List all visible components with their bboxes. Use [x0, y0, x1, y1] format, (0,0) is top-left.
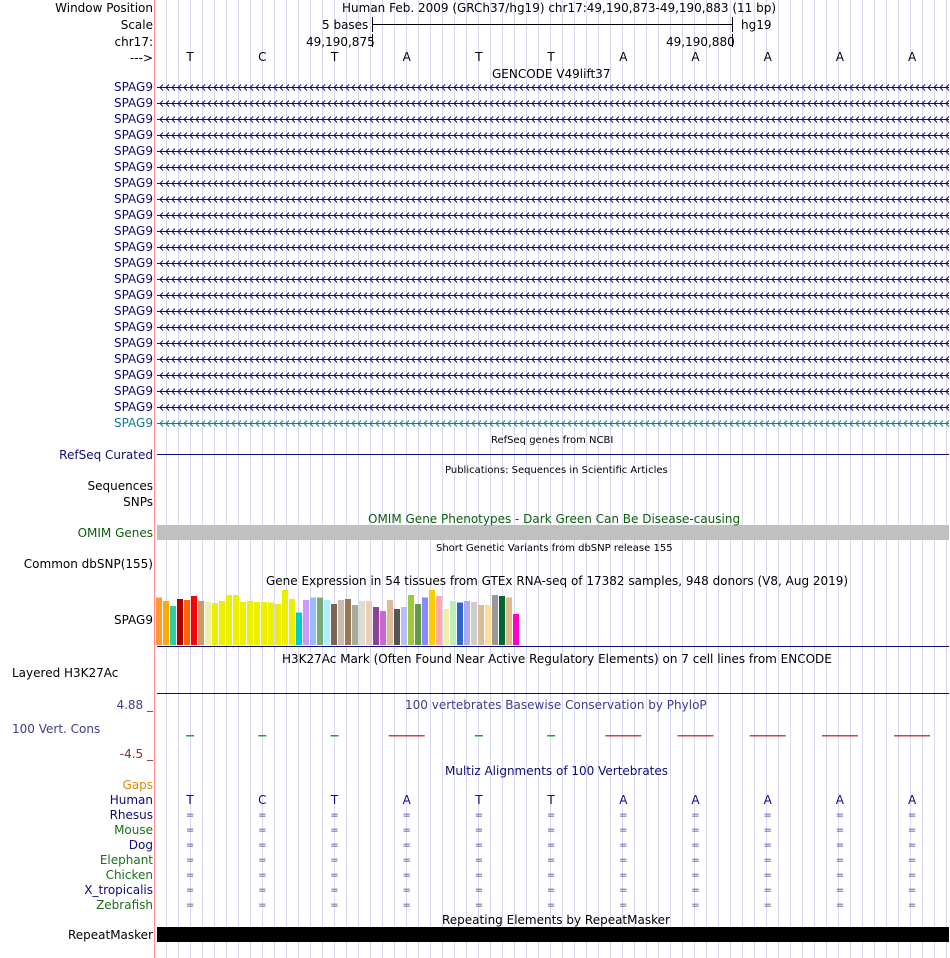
assembly-title: Human Feb. 2009 (GRCh37/hg19) chr17:49,190,873-49,190,883 (11 bp) — [342, 1, 777, 15]
multiz-aligned-base: = — [546, 885, 556, 896]
multiz-aligned-base: = — [185, 885, 195, 896]
multiz-human-base: A — [402, 793, 411, 807]
gencode-gene-label[interactable]: SPAG9 — [113, 400, 153, 414]
gencode-gene-label[interactable]: SPAG9 — [113, 160, 153, 174]
coord-right: 49,190,880 — [666, 35, 735, 49]
multiz-aligned-base: = — [330, 810, 339, 821]
multiz-aligned-base: = — [907, 825, 917, 836]
multiz-aligned-base: = — [546, 870, 556, 881]
multiz-aligned-base: = — [546, 810, 556, 821]
multiz-species-label[interactable]: Rhesus — [109, 808, 153, 822]
multiz-aligned-base: = — [402, 870, 411, 881]
gtex-tissue-bar — [457, 603, 463, 646]
phylop-score-bar — [605, 735, 641, 737]
gencode-gene-label[interactable]: SPAG9 — [113, 176, 153, 190]
multiz-aligned-base: = — [330, 855, 339, 866]
phylop-score-bar — [258, 735, 266, 737]
gtex-tissue-bar — [478, 605, 484, 645]
gtex-tissue-bar — [394, 609, 400, 645]
gtex-tissue-bar — [373, 607, 379, 645]
multiz-aligned-base: = — [185, 825, 195, 836]
repeatmasker-track-title: Repeating Elements by RepeatMasker — [442, 913, 670, 927]
gtex-tissue-bar — [324, 600, 330, 645]
multiz-aligned-base: = — [474, 885, 484, 896]
multiz-aligned-base: = — [763, 870, 772, 881]
phylop-score-bar — [750, 735, 786, 737]
multiz-aligned-base: = — [835, 855, 845, 866]
gtex-tissue-bar — [233, 595, 239, 645]
gtex-tissue-bar — [450, 601, 456, 645]
gencode-gene-label[interactable]: SPAG9 — [113, 96, 153, 110]
gtex-tissue-bar — [289, 599, 295, 645]
gencode-gene-label[interactable]: SPAG9 — [113, 384, 153, 398]
gtex-tissue-bar — [156, 598, 162, 646]
multiz-species-label[interactable]: Human — [109, 793, 153, 807]
multiz-aligned-base: = — [402, 825, 411, 836]
gtex-tissue-bar — [513, 614, 519, 645]
multiz-aligned-base: = — [474, 855, 484, 866]
gencode-gene-label[interactable]: SPAG9 — [113, 192, 153, 206]
gencode-gene-label[interactable]: SPAG9 — [113, 112, 153, 126]
multiz-aligned-base: = — [835, 900, 845, 911]
multiz-aligned-base: = — [835, 885, 845, 896]
scale-db: hg19 — [741, 18, 772, 32]
gtex-tissue-bar — [296, 613, 302, 646]
gtex-tissue-bar — [205, 602, 211, 645]
multiz-aligned-base: = — [474, 900, 484, 911]
sequence-base: T — [475, 50, 483, 64]
gtex-tissue-bar — [359, 601, 365, 645]
multiz-aligned-base: = — [907, 885, 917, 896]
multiz-aligned-base: = — [402, 885, 411, 896]
gtex-tissue-bar — [198, 601, 204, 645]
multiz-aligned-base: = — [258, 810, 267, 821]
gtex-tissue-bar — [254, 602, 260, 645]
gtex-tissue-bar — [310, 598, 316, 646]
phylop-score-bar — [822, 735, 858, 737]
multiz-human-base: A — [835, 793, 844, 807]
gencode-gene-label[interactable]: SPAG9 — [113, 336, 153, 350]
gtex-tissue-bar — [464, 601, 470, 645]
multiz-aligned-base: = — [691, 855, 700, 866]
gtex-tissue-bar — [485, 605, 491, 645]
multiz-aligned-base: = — [258, 900, 267, 911]
gtex-tissue-bar — [499, 596, 505, 645]
multiz-aligned-base: = — [258, 885, 267, 896]
gtex-tissue-bar — [191, 596, 197, 645]
phylop-score-bar — [331, 735, 339, 737]
multiz-aligned-base: = — [763, 855, 772, 866]
phylop-score-bar — [678, 735, 714, 737]
gtex-tissue-bar — [338, 600, 344, 645]
window-position-label: Window Position — [55, 1, 153, 15]
sequence-base: A — [402, 50, 411, 64]
strand-label: ---> — [129, 51, 153, 65]
multiz-aligned-base: = — [763, 810, 772, 821]
gencode-gene-label[interactable]: SPAG9 — [113, 144, 153, 158]
multiz-human-base: T — [330, 793, 339, 807]
multiz-aligned-base: = — [258, 855, 267, 866]
multiz-aligned-base: = — [763, 825, 772, 836]
multiz-track-title: Multiz Alignments of 100 Vertebrates — [445, 764, 669, 778]
multiz-aligned-base: = — [619, 810, 628, 821]
phylop-label[interactable]: 100 Vert. Cons — [12, 722, 101, 736]
publications-track-title: Publications: Sequences in Scientific Articles — [445, 465, 668, 476]
multiz-species-label[interactable]: Zebrafish — [96, 898, 153, 912]
multiz-aligned-base: = — [330, 870, 339, 881]
phylop-score-bar — [894, 735, 930, 737]
multiz-aligned-base: = — [474, 840, 484, 851]
multiz-human-base: T — [186, 793, 194, 807]
multiz-aligned-base: = — [763, 885, 772, 896]
gtex-tissue-bar — [282, 590, 288, 645]
gencode-gene-label[interactable]: SPAG9 — [113, 304, 153, 318]
phylop-score-bar — [475, 735, 483, 737]
gtex-tissue-bar — [184, 600, 190, 645]
multiz-species-label[interactable]: Dog — [128, 838, 153, 852]
dbsnp-label[interactable]: Common dbSNP(155) — [23, 557, 153, 571]
gtex-tissue-bar — [331, 604, 337, 645]
gencode-gene-label[interactable]: SPAG9 — [113, 368, 153, 382]
multiz-aligned-base: = — [619, 825, 628, 836]
multiz-gaps-label: Gaps — [122, 778, 153, 792]
coord-left: 49,190,875 — [306, 35, 375, 49]
multiz-human-base: T — [547, 793, 555, 807]
gencode-gene-label[interactable]: SPAG9 — [113, 224, 153, 238]
omim-label[interactable]: OMIM Genes — [77, 526, 153, 540]
gtex-tissue-bar — [268, 603, 274, 646]
gtex-tissue-bar — [226, 595, 232, 645]
multiz-aligned-base: = — [691, 840, 700, 851]
gtex-tissue-bar — [352, 605, 358, 645]
multiz-aligned-base: = — [474, 870, 484, 881]
multiz-aligned-base: = — [619, 885, 628, 896]
gtex-tissue-bar — [317, 598, 323, 646]
multiz-aligned-base: = — [185, 840, 195, 851]
multiz-aligned-base: = — [907, 870, 917, 881]
multiz-aligned-base: = — [619, 870, 628, 881]
multiz-human-base: T — [475, 793, 483, 807]
gtex-track-title: Gene Expression in 54 tissues from GTEx RNA-seq of 17382 samples, 948 donors (V8, Aug 2019) — [266, 574, 849, 588]
chrom-label: chr17: — [114, 35, 153, 49]
gencode-gene-label[interactable]: SPAG9 — [113, 240, 153, 254]
multiz-aligned-base: = — [619, 855, 628, 866]
gtex-tissue-bar — [163, 601, 169, 645]
gencode-gene-label[interactable]: SPAG9 — [113, 320, 153, 334]
scale-label: Scale — [120, 18, 153, 32]
multiz-aligned-base: = — [185, 900, 195, 911]
multiz-aligned-base: = — [907, 840, 917, 851]
multiz-aligned-base: = — [546, 855, 556, 866]
phylop-score-bar — [186, 735, 194, 737]
gtex-tissue-bar — [240, 602, 246, 645]
gencode-track-title: GENCODE V49lift37 — [492, 67, 611, 81]
gtex-tissue-bar — [177, 599, 183, 645]
multiz-aligned-base: = — [185, 855, 195, 866]
multiz-aligned-base: = — [402, 855, 411, 866]
multiz-aligned-base: = — [619, 900, 628, 911]
multiz-aligned-base: = — [474, 825, 484, 836]
h3k27ac-label[interactable]: Layered H3K27Ac — [12, 666, 119, 680]
multiz-human-base: A — [691, 793, 700, 807]
omim-track-title: OMIM Gene Phenotypes - Dark Green Can Be Disease-causing — [368, 512, 741, 526]
sequence-base: A — [907, 50, 917, 64]
multiz-aligned-base: = — [691, 810, 700, 821]
multiz-aligned-base: = — [907, 900, 917, 911]
multiz-aligned-base: = — [330, 885, 339, 896]
phylop-track-title: 100 vertebrates Basewise Conservation by PhyloP — [405, 698, 707, 712]
multiz-aligned-base: = — [907, 810, 917, 821]
phylop-max: 4.88 _ — [116, 698, 153, 712]
gtex-tissue-bar — [380, 611, 386, 645]
multiz-aligned-base: = — [185, 870, 195, 881]
multiz-aligned-base: = — [907, 855, 917, 866]
gtex-tissue-bar — [415, 604, 421, 645]
multiz-species-label[interactable]: Chicken — [105, 868, 153, 882]
sequence-base: A — [763, 50, 772, 64]
gtex-tissue-bar — [261, 602, 267, 645]
multiz-human-base: C — [258, 793, 267, 807]
sequence-base: T — [186, 50, 194, 64]
multiz-human-base: A — [907, 793, 917, 807]
multiz-aligned-base: = — [330, 900, 339, 911]
scale-text: 5 bases — [322, 18, 369, 32]
multiz-aligned-base: = — [546, 840, 556, 851]
multiz-aligned-base: = — [402, 840, 411, 851]
phylop-score-bar — [389, 735, 425, 737]
gencode-gene-label[interactable]: SPAG9 — [113, 80, 153, 94]
multiz-species-label[interactable]: Mouse — [114, 823, 153, 837]
multiz-aligned-base: = — [402, 810, 411, 821]
repeatmasker-feature-bar — [157, 927, 949, 942]
gencode-gene-label[interactable]: SPAG9 — [113, 352, 153, 366]
sequence-base: T — [547, 50, 555, 64]
gencode-gene-label[interactable]: SPAG9 — [113, 208, 153, 222]
multiz-aligned-base: = — [835, 810, 845, 821]
refseq-track-title: RefSeq genes from NCBI — [491, 435, 614, 446]
multiz-aligned-base: = — [546, 825, 556, 836]
gtex-tissue-bar — [429, 590, 435, 645]
multiz-aligned-base: = — [691, 900, 700, 911]
gtex-tissue-bar — [212, 603, 218, 645]
gtex-tissue-bar — [387, 600, 393, 645]
gtex-tissue-bar — [408, 595, 414, 645]
gencode-gene-label[interactable]: SPAG9 — [113, 416, 153, 430]
gtex-tissue-bar — [219, 601, 225, 645]
multiz-aligned-base: = — [835, 825, 845, 836]
omim-feature-bar — [157, 525, 949, 540]
gtex-tissue-bar — [275, 604, 281, 645]
gtex-tissue-bar — [303, 600, 309, 645]
multiz-aligned-base: = — [258, 825, 267, 836]
multiz-aligned-base: = — [619, 840, 628, 851]
phylop-min: -4.5 _ — [119, 747, 153, 761]
gtex-tissue-bar — [436, 596, 442, 645]
multiz-aligned-base: = — [691, 885, 700, 896]
gtex-tissue-bar — [170, 606, 176, 645]
multiz-aligned-base: = — [402, 900, 411, 911]
multiz-aligned-base: = — [763, 840, 772, 851]
gtex-tissue-bar — [345, 599, 351, 645]
publications-label-snps[interactable]: SNPs — [123, 495, 153, 509]
sequence-base: T — [330, 50, 339, 64]
sequence-base: A — [835, 50, 844, 64]
multiz-species-label[interactable]: X_tropicalis — [84, 883, 153, 897]
repeatmasker-label[interactable]: RepeatMasker — [67, 928, 153, 942]
multiz-aligned-base: = — [258, 840, 267, 851]
gtex-tissue-bar — [492, 595, 498, 645]
publications-label-sequences[interactable]: Sequences — [87, 479, 153, 493]
multiz-aligned-base: = — [258, 870, 267, 881]
multiz-aligned-base: = — [763, 900, 772, 911]
gencode-gene-label[interactable]: SPAG9 — [113, 128, 153, 142]
multiz-aligned-base: = — [185, 810, 195, 821]
multiz-species-label[interactable]: Elephant — [99, 853, 153, 867]
sequence-base: C — [258, 50, 267, 64]
gtex-label[interactable]: SPAG9 — [113, 613, 153, 627]
gtex-tissue-bar — [401, 607, 407, 645]
gtex-tissue-bar — [471, 602, 477, 645]
gencode-gene-label[interactable]: SPAG9 — [113, 272, 153, 286]
gtex-tissue-bar — [443, 609, 449, 645]
sequence-base: A — [619, 50, 628, 64]
multiz-human-base: A — [763, 793, 772, 807]
multiz-aligned-base: = — [474, 810, 484, 821]
h3k27ac-track-title: H3K27Ac Mark (Often Found Near Active Regulatory Elements) on 7 cell lines from ENCODE — [282, 652, 832, 666]
multiz-aligned-base: = — [546, 900, 556, 911]
multiz-aligned-base: = — [691, 870, 700, 881]
dbsnp-track-title: Short Genetic Variants from dbSNP release 155 — [436, 543, 673, 554]
multiz-aligned-base: = — [330, 825, 339, 836]
gtex-tissue-bar — [366, 601, 372, 645]
gtex-tissue-bar — [506, 598, 512, 646]
gencode-gene-label[interactable]: SPAG9 — [113, 288, 153, 302]
multiz-aligned-base: = — [691, 825, 700, 836]
gtex-tissue-bar — [247, 601, 253, 645]
phylop-score-bar — [547, 735, 555, 737]
sequence-base: A — [691, 50, 700, 64]
gtex-tissue-bar — [422, 598, 428, 646]
refseq-label[interactable]: RefSeq Curated — [59, 448, 153, 462]
multiz-human-base: A — [619, 793, 628, 807]
multiz-aligned-base: = — [330, 840, 339, 851]
multiz-aligned-base: = — [835, 870, 845, 881]
multiz-aligned-base: = — [835, 840, 845, 851]
gencode-gene-label[interactable]: SPAG9 — [113, 256, 153, 270]
